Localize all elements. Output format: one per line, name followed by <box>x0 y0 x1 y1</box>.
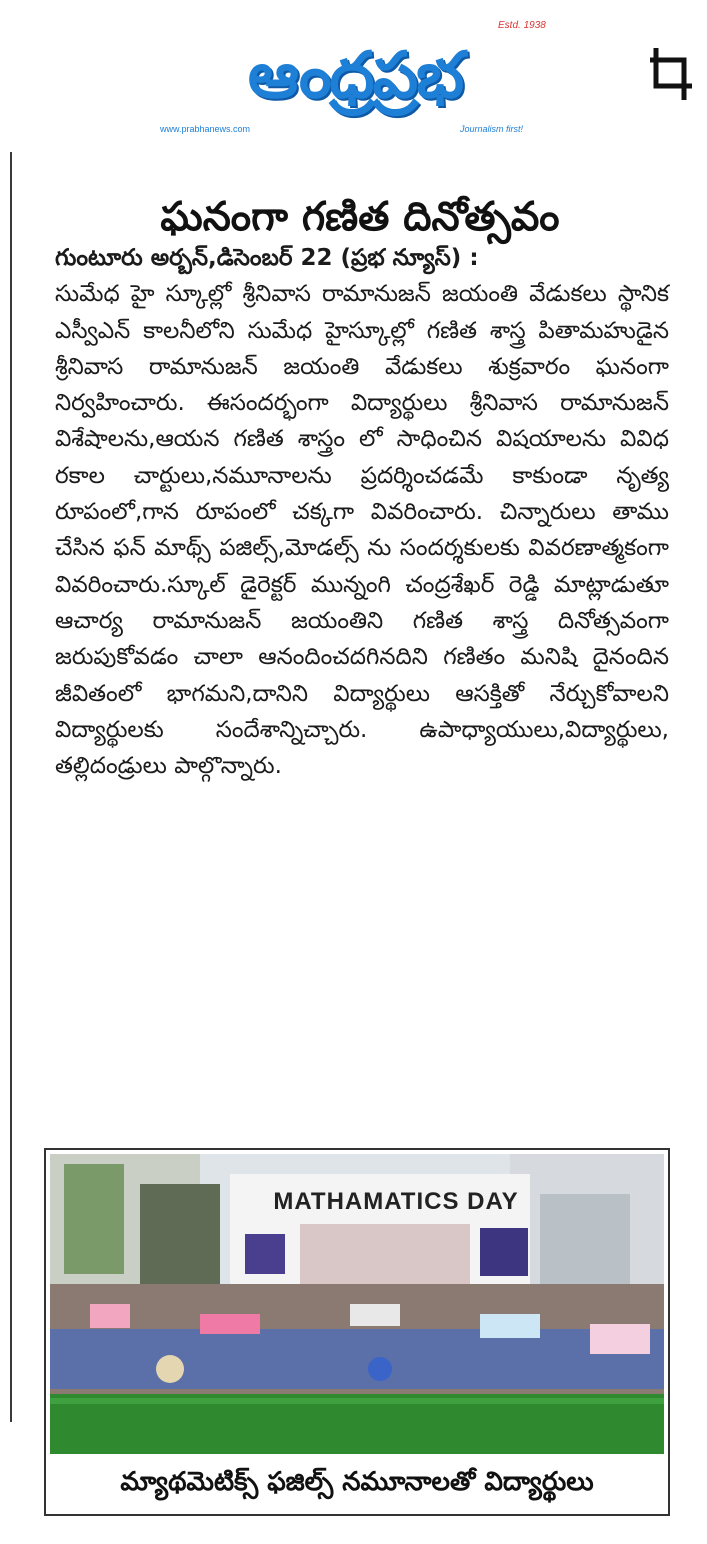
news-photo-frame <box>44 1148 670 1516</box>
article-headline: ఘనంగా గణిత దినోత్సవం <box>160 193 560 240</box>
newspaper-logo: ఆంధ్రప్రభ <box>247 39 463 113</box>
tagline: Journalism first! <box>460 124 524 134</box>
article-dateline: గుంటూరు అర్బన్,డిసెంబర్ 22 (ప్రభ న్యూస్) : <box>55 245 479 271</box>
photo-banner-text: MATHAMATICS DAY <box>273 1188 519 1215</box>
article-body <box>55 240 669 784</box>
page-edge-divider <box>10 152 12 1422</box>
website-url: www.prabhanews.com <box>160 124 251 134</box>
news-photo <box>50 1154 664 1454</box>
established-year: Estd. 1938 <box>498 20 546 31</box>
photo-caption: మ్యాథమెటిక్స్ ఫజిల్స్ నమూనాలతో విద్యార్థులు <box>120 1467 594 1497</box>
crop-icon[interactable] <box>650 46 694 102</box>
article-text: సుమేధ హై స్కూల్లో శ్రీనివాస రామానుజన్ జయంతి వేడుకలు స్థానిక ఎస్వీఎన్ కాలనీలోని సుమేధ హైస్కూల్లో గణిత శాస్త్ర పితామహుడైన శ్రీనివాస రామానుజన్ జయంతి వేడుకలు శుక్రవారం ఘనంగా నిర్వహించారు. ఈసందర్భంగా విద్యార్థులు శ్రీనివాస రామానుజన్ విశేషాలను,ఆయన గణిత శాస్త్రం లో సాధించిన విషయాలను వివిధ రకాల చార్టులు,నమూనాలను ప్రదర్శించడమే కాకుండా నృత్య రూపంలో,గాన రూపంలో చక్కగా వివరించారు. చిన్నారులు తాము చేసిన ఫన్ మాథ్స్ పజిల్స్,మోడల్స్ ను సందర్శకులకు వివరణాత్మకంగా వివరించారు.స్కూల్ డైరెక్టర్ మున్నంగి చంద్రశేఖర్ రెడ్డి మాట్లాడుతూ ఆచార్య రామానుజన్ జయంతిని గణిత శాస్త్ర దినోత్సవంగా జరుపుకోవడం చాలా ఆనందించదగినదిని గణితం మనిషి దైనందిన జీవితంలో భాగమని,దానిని విద్యార్థులు ఆసక్తితో నేర్చుకోవాలని విద్యార్థులకు సందేశాన్నిచ్చారు. ఉపాధ్యాయులు,విద్యార్థులు, తల్లిదండ్రులు పాల్గొన్నారు. <box>55 281 669 780</box>
masthead <box>0 0 707 152</box>
